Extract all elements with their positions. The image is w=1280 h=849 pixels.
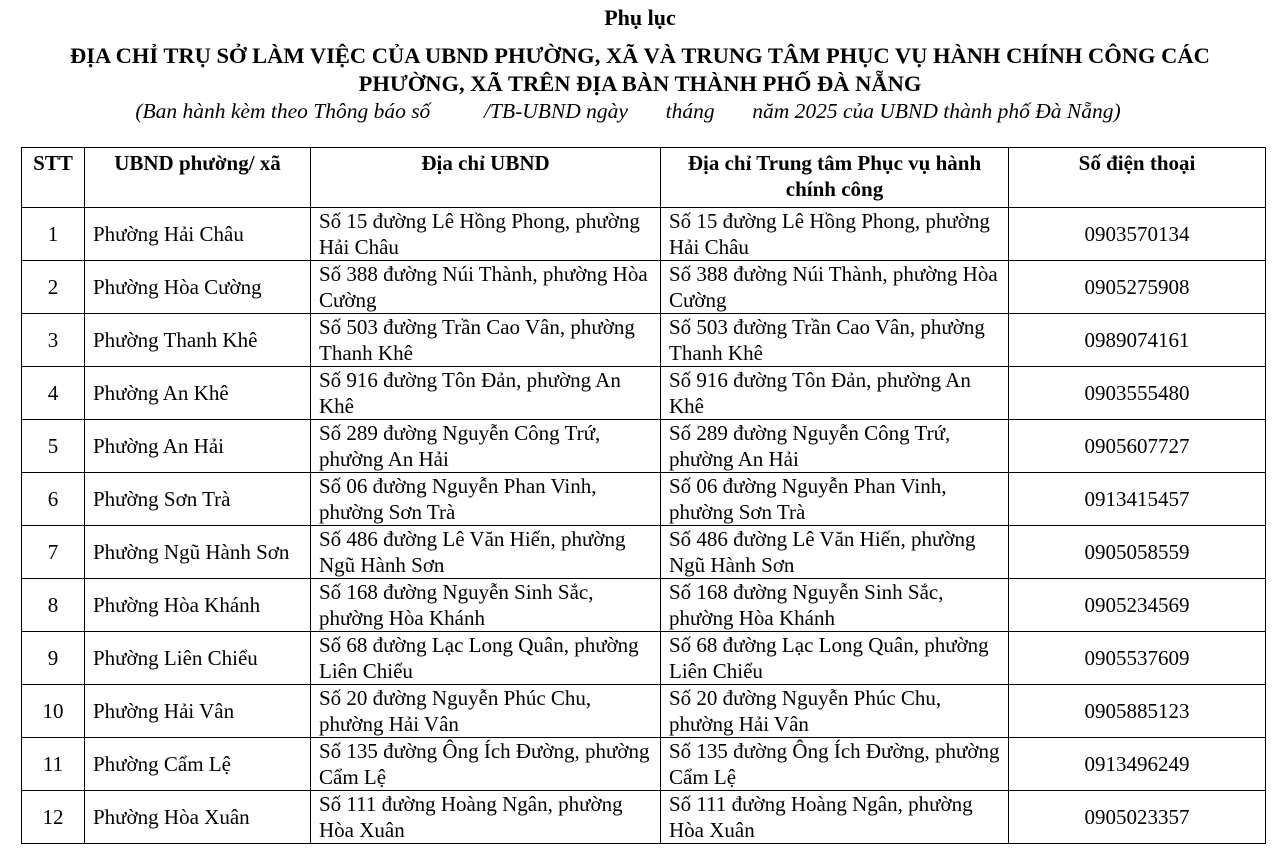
cell-stt: 1 [22,208,85,261]
document-subtitle: (Ban hành kèm theo Thông báo số /TB-UBND ngày tháng năm 2025 của UBND thành phố Đà Nẵng) [135,99,1121,123]
header-center-address: Địa chỉ Trung tâm Phục vụ hành chính công [661,148,1009,208]
cell-center-address: Số 168 đường Nguyễn Sinh Sắc, phường Hòa Khánh [661,579,1009,632]
cell-center-address: Số 06 đường Nguyễn Phan Vinh, phường Sơn Trà [661,473,1009,526]
cell-phone: 0905275908 [1009,261,1266,314]
header-stt: STT [22,148,85,208]
header-ubnd-address: Địa chỉ UBND [311,148,661,208]
cell-phone: 0903555480 [1009,367,1266,420]
cell-phone: 0903570134 [1009,208,1266,261]
table-row [22,526,1266,579]
cell-ward: Phường Liên Chiểu [85,632,311,685]
table-header-row [22,148,1266,208]
table-row [22,261,1266,314]
cell-ward: Phường Ngũ Hành Sơn [85,526,311,579]
cell-phone: 0905058559 [1009,526,1266,579]
cell-ward: Phường Hải Châu [85,208,311,261]
document-title-line-1: ĐỊA CHỈ TRỤ SỞ LÀM VIỆC CỦA UBND PHƯỜNG, XÃ VÀ TRUNG TÂM PHỤC VỤ HÀNH CHÍNH CÔNG CÁC [70,43,1210,68]
cell-stt: 7 [22,526,85,579]
cell-phone: 0905885123 [1009,685,1266,738]
cell-ubnd-address: Số 111 đường Hoàng Ngân, phường Hòa Xuân [311,791,661,844]
cell-stt: 4 [22,367,85,420]
document-title-line-2: PHƯỜNG, XÃ TRÊN ĐỊA BÀN THÀNH PHỐ ĐÀ NẴNG [358,71,922,96]
cell-phone: 0905537609 [1009,632,1266,685]
cell-center-address: Số 111 đường Hoàng Ngân, phường Hòa Xuân [661,791,1009,844]
cell-center-address: Số 503 đường Trần Cao Vân, phường Thanh Khê [661,314,1009,367]
cell-ward: Phường An Hải [85,420,311,473]
table-row [22,208,1266,261]
cell-ubnd-address: Số 135 đường Ông Ích Đường, phường Cẩm Lệ [311,738,661,791]
cell-ward: Phường Hải Vân [85,685,311,738]
cell-phone: 0905607727 [1009,420,1266,473]
cell-ubnd-address: Số 289 đường Nguyễn Công Trứ, phường An Hải [311,420,661,473]
cell-ward: Phường Hòa Xuân [85,791,311,844]
cell-phone: 0905234569 [1009,579,1266,632]
cell-phone: 0913415457 [1009,473,1266,526]
cell-ubnd-address: Số 68 đường Lạc Long Quân, phường Liên Chiểu [311,632,661,685]
appendix-label: Phụ lục [604,5,676,30]
cell-stt: 5 [22,420,85,473]
table-row [22,579,1266,632]
table-row [22,738,1266,791]
cell-ward: Phường Cẩm Lệ [85,738,311,791]
cell-ubnd-address: Số 916 đường Tôn Đản, phường An Khê [311,367,661,420]
table-row [22,420,1266,473]
cell-phone: 0905023357 [1009,791,1266,844]
table-row [22,791,1266,844]
cell-phone: 0989074161 [1009,314,1266,367]
cell-ubnd-address: Số 503 đường Trần Cao Vân, phường Thanh Khê [311,314,661,367]
header-ward: UBND phường/ xã [85,148,311,208]
table-row [22,685,1266,738]
cell-stt: 3 [22,314,85,367]
cell-center-address: Số 135 đường Ông Ích Đường, phường Cẩm Lệ [661,738,1009,791]
cell-ward: Phường Hòa Cường [85,261,311,314]
header-phone: Số điện thoại [1009,148,1266,208]
cell-ubnd-address: Số 168 đường Nguyễn Sinh Sắc, phường Hòa Khánh [311,579,661,632]
cell-ubnd-address: Số 20 đường Nguyễn Phúc Chu, phường Hải Vân [311,685,661,738]
cell-ubnd-address: Số 486 đường Lê Văn Hiến, phường Ngũ Hành Sơn [311,526,661,579]
cell-ubnd-address: Số 388 đường Núi Thành, phường Hòa Cường [311,261,661,314]
cell-stt: 10 [22,685,85,738]
table-row [22,473,1266,526]
ward-address-table [21,147,1266,844]
cell-ubnd-address: Số 06 đường Nguyễn Phan Vinh, phường Sơn Trà [311,473,661,526]
cell-ward: Phường Sơn Trà [85,473,311,526]
cell-center-address: Số 916 đường Tôn Đản, phường An Khê [661,367,1009,420]
cell-center-address: Số 68 đường Lạc Long Quân, phường Liên Chiểu [661,632,1009,685]
cell-stt: 6 [22,473,85,526]
cell-phone: 0913496249 [1009,738,1266,791]
cell-ward: Phường Hòa Khánh [85,579,311,632]
cell-center-address: Số 486 đường Lê Văn Hiến, phường Ngũ Hành Sơn [661,526,1009,579]
table-row [22,314,1266,367]
cell-stt: 8 [22,579,85,632]
cell-center-address: Số 289 đường Nguyễn Công Trứ, phường An Hải [661,420,1009,473]
cell-ubnd-address: Số 15 đường Lê Hồng Phong, phường Hải Châu [311,208,661,261]
cell-stt: 11 [22,738,85,791]
table-row [22,367,1266,420]
table-row [22,632,1266,685]
cell-ward: Phường An Khê [85,367,311,420]
cell-center-address: Số 15 đường Lê Hồng Phong, phường Hải Châu [661,208,1009,261]
cell-center-address: Số 20 đường Nguyễn Phúc Chu, phường Hải Vân [661,685,1009,738]
table-body [22,208,1266,844]
cell-stt: 9 [22,632,85,685]
cell-stt: 2 [22,261,85,314]
cell-stt: 12 [22,791,85,844]
cell-ward: Phường Thanh Khê [85,314,311,367]
cell-center-address: Số 388 đường Núi Thành, phường Hòa Cường [661,261,1009,314]
